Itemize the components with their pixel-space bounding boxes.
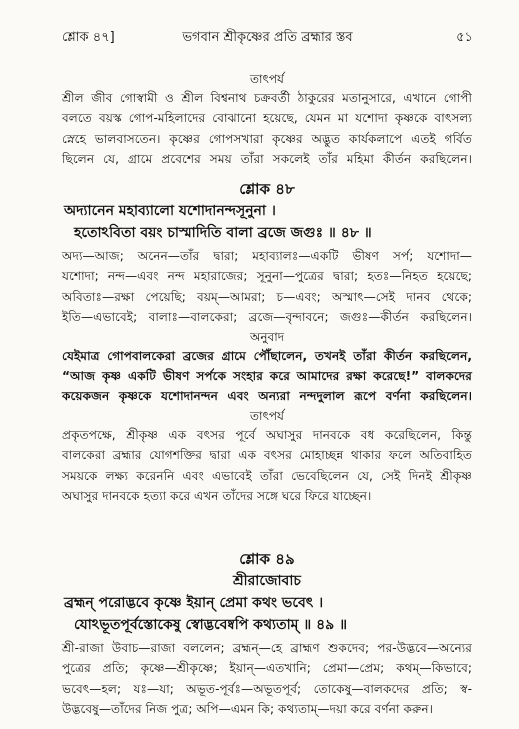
purport-line: অঘাসুর দানবকে হত্যা করে এখন তাঁদের সঙ্গে ঘরে ফিরে যাচ্ছেন। — [62, 489, 372, 504]
verse-48 — [62, 178, 472, 506]
purport-47 — [62, 70, 472, 170]
purport-line: বালকেরা ব্রহ্মার যোগশক্তির দ্বারা এক বৎসর মোহাচ্ছন্ন থাকার ফলে অতিবাহিত — [62, 448, 472, 463]
synonym-line: ভবেৎ—হল; যঃ—যা; অভূত-পূর্বঃ—অভূতপূর্ব; তোকেষু—বালকদের প্রতি; স্ব- — [62, 681, 472, 696]
synonym-line: ইতি—এভাবেই; বালাঃ—বালকেরা; ব্রজে—বৃন্দাবনে; জগুঃ—কীর্তন করছিলেন। — [62, 310, 472, 325]
synonym-line: যশোদা; নন্দ—এবং নন্দ মহারাজের; সূনুনা—পুত্রের দ্বারা; হতঃ—নিহত হয়েছে; — [62, 269, 472, 284]
verse-48-line-1: অদ্যানেন মহাব্যালো যশোদানন্দসূনুনা । — [64, 203, 276, 219]
purport-line: সময়কে লক্ষ্য করেননি এবং এভাবেই তাঁরা ভেবেছিলেন যে, সেই দিনই শ্রীকৃষ্ণ — [62, 468, 472, 483]
synonym-line: উদ্ভবেষু—তাঁদের নিজ পুত্র; অপি—এমন কি; কথ্যতাম্—দয়া করে বর্ণনা করুন। — [62, 702, 433, 717]
synonym-line: অবিতাঃ—রক্ষা পেয়েছি; বয়ম্—আমরা; চ—এবং; অস্মাৎ—সেই দানব থেকে; — [62, 289, 472, 304]
verse-48-line-2: হতোঽবিতা বয়ং চাস্মাদিতি বালা ব্রজে জগুঃ ॥ ৪৮ ॥ — [74, 225, 372, 241]
header-chapter-title: ভগবান শ্রীকৃষ্ণের প্রতি ব্রহ্মার স্তব — [182, 30, 353, 45]
translation-line: কয়েকজন কৃষ্ণকে যশোদানন্দন এবং অন্যরা নন্দদুলাল রূপে বর্ণনা করছিলেন। — [62, 389, 472, 404]
verse-48-title: শ্লোক ৪৮ — [239, 180, 295, 198]
purport-heading: তাৎপর্য — [250, 408, 284, 423]
paragraph-line: ছিলেন যে, গ্রামে প্রবেশের সময় তাঁরা সকলেই তাঁর মহিমা কীর্তন করছিলেন। — [62, 152, 472, 167]
verse-49-title: শ্লোক ৪৯ — [239, 550, 295, 568]
page-header — [62, 28, 473, 52]
paragraph-line: বলতে বয়স্ক গোপ-মহিলাদের বোঝানো হয়েছে, যেমন মা যশোদা কৃষ্ণকে বাৎসল্য — [62, 111, 472, 126]
verse-49-line-2: যোঽভূতপূর্বস্তোকেষু স্বোদ্ভবেষ্বপি কথ্যতাম্ ॥ ৪৯ ॥ — [74, 617, 348, 633]
translation-heading: অনুবাদ — [249, 329, 285, 344]
synonym-line: শ্রী-রাজা উবাচ—রাজা বললেন; ব্রহ্মন্—হে ব্রাহ্মণ শুকদেব; পর-উদ্ভবে—অন্যের — [62, 641, 472, 655]
header-verse-ref: শ্লোক ৪৭] — [62, 30, 115, 45]
paragraph-line: শ্রীল জীব গোস্বামী ও শ্রীল বিশ্বনাথ চক্রবর্তী ঠাকুরের মতানুসারে, এখানে গোপী — [62, 91, 472, 105]
purport-line: প্রকৃতপক্ষে, শ্রীকৃষ্ণ এক বৎসর পূর্বে অঘাসুর দানবকে বধ করেছিলেন, কিন্তু — [62, 427, 472, 442]
synonym-line: পুত্রের প্রতি; কৃষ্ণে—শ্রীকৃষ্ণে; ইয়ান্—এতখানি; প্রেমা—প্রেম; কথম্—কিভাবে; — [62, 661, 472, 676]
translation-line: যেইমাত্র গোপবালকেরা ব্রজের গ্রামে পৌঁছালেন, তখনই তাঁরা কীর্তন করছিলেন, — [62, 348, 472, 363]
paragraph-line: স্নেহে ভালবাসতেন। কৃষ্ণের গোপসখারা কৃষ্ণের অদ্ভুত কার্যকলাপে এতই গর্বিত — [62, 131, 472, 146]
purport-47-heading: তাৎপর্য — [250, 72, 284, 86]
translation-line: “আজ কৃষ্ণ একটি ভীষণ সর্পকে সংহার করে আমাদের রক্ষা করেছে!” বালকদের — [62, 369, 472, 384]
page-number: ৫১ — [456, 30, 473, 45]
verse-49-speaker: শ্রীরাজোবাচ — [233, 573, 301, 589]
synonym-line: অদ্য—আজ; অনেন—তাঁর দ্বারা; মহাব্যালঃ—একটি ভীষণ সর্প; যশোদা— — [62, 249, 472, 263]
verse-49 — [62, 548, 472, 720]
verse-49-line-1: ব্রহ্মন্ পরোদ্ভবে কৃষ্ণে ইয়ান্ প্রেমা কথং ভবেৎ । — [64, 595, 324, 611]
